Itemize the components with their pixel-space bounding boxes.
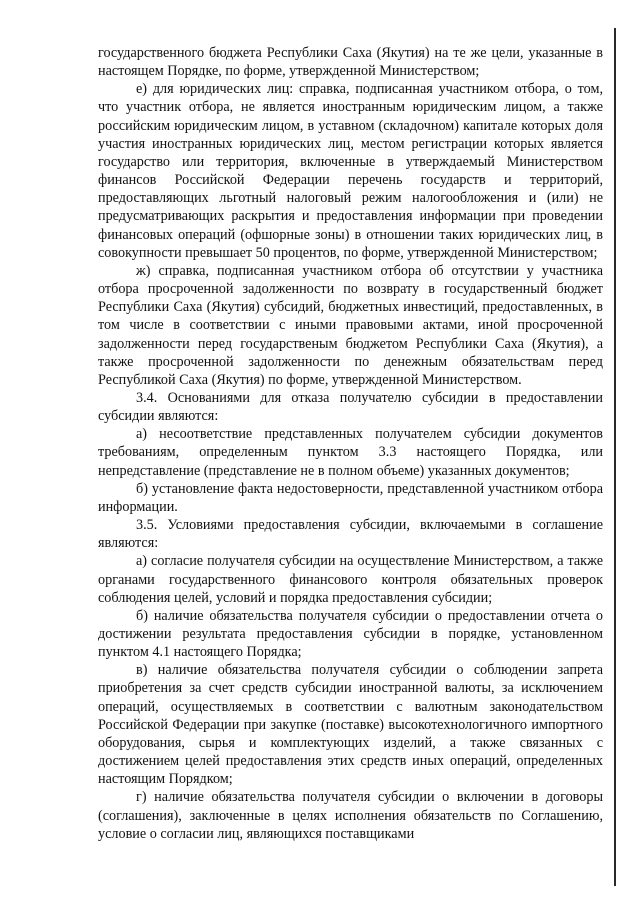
paragraph: 3.5. Условиями предоставления субсидии, включаемыми в соглашение являются: bbox=[98, 517, 603, 552]
paragraph: в) наличие обязательства получателя субсидии о соблюдении запрета приобретения за счет средств субсидии иностранной валюты, за исключением операций, осуществляемых в соответствии с валютным законодательством Российской Федерации при закупке (поставке) высокотехнологичного импортного оборудования, сырья и комплектующих изделий, а также связанных с достижением целей предоставления этих средств иных операций, определенных настоящим Порядком; bbox=[98, 662, 603, 788]
paragraph: б) наличие обязательства получателя субсидии о предоставлении отчета о достижении результата предоставления субсидии в порядке, установленном пунктом 4.1 настоящего Порядка; bbox=[98, 607, 603, 661]
document-body bbox=[98, 44, 603, 843]
scan-edge-line bbox=[614, 28, 616, 886]
paragraph: ж) справка, подписанная участником отбора об отсутствии у участника отбора просроченной задолженности по возврату в государственный бюджет Республики Саха (Якутия) субсидий, бюджетных инвестиций, предоставленных, в том числе в соответствии с иными правовыми актами, иной просроченной задолженности перед государственым бюджетом Республики Саха (Якутия), а также просроченной задолженности по денежным обязательствам перед Республикой Саха (Якутия) по форме, утвержденной Министерством. bbox=[98, 262, 603, 388]
paragraph: е) для юридических лиц: справка, подписанная участником отбора, о том, что участник отбора, не является иностранным юридическим лицом, а также российским юридическим лицом, в уставном (складочном) капитале которых доля участия иностранных юридических лиц, местом регистрации которых является государство или территория, включенные в утверждаемый Министерством финансов Российской Федерации перечень государств и территорий, предоставляющих льготный налоговый режим налогообложения и (или) не предусматривающих раскрытия и предоставления информации при проведении финансовых операций (офшорные зоны) в отношении таких юридических лиц, в совокупности превышает 50 процентов, по форме, утвержденной Министерством; bbox=[98, 81, 603, 261]
paragraph: государственного бюджета Республики Саха (Якутия) на те же цели, указанные в настоящем Порядке, по форме, утвержденной Министерством; bbox=[98, 45, 603, 80]
paragraph: б) установление факта недостоверности, представленной участником отбора информации. bbox=[98, 480, 603, 515]
paragraph: г) наличие обязательства получателя субсидии о включении в договоры (соглашения), заключенные в целях исполнения обязательств по Соглашению, условие о согласии лиц, являющихся поставщиками bbox=[98, 789, 603, 842]
paragraph: а) несоответствие представленных получателем субсидии документов требованиям, определенным пунктом 3.3 настоящего Порядка, или непредставление (представление не в полном объеме) указанных документов; bbox=[98, 426, 603, 479]
paragraph: 3.4. Основаниями для отказа получателю субсидии в предоставлении субсидии являются: bbox=[98, 389, 603, 425]
paragraph: а) согласие получателя субсидии на осуществление Министерством, а также органами государственного финансового контроля обязательных проверок соблюдения целей, условий и порядка предоставления субсидии; bbox=[98, 553, 603, 606]
